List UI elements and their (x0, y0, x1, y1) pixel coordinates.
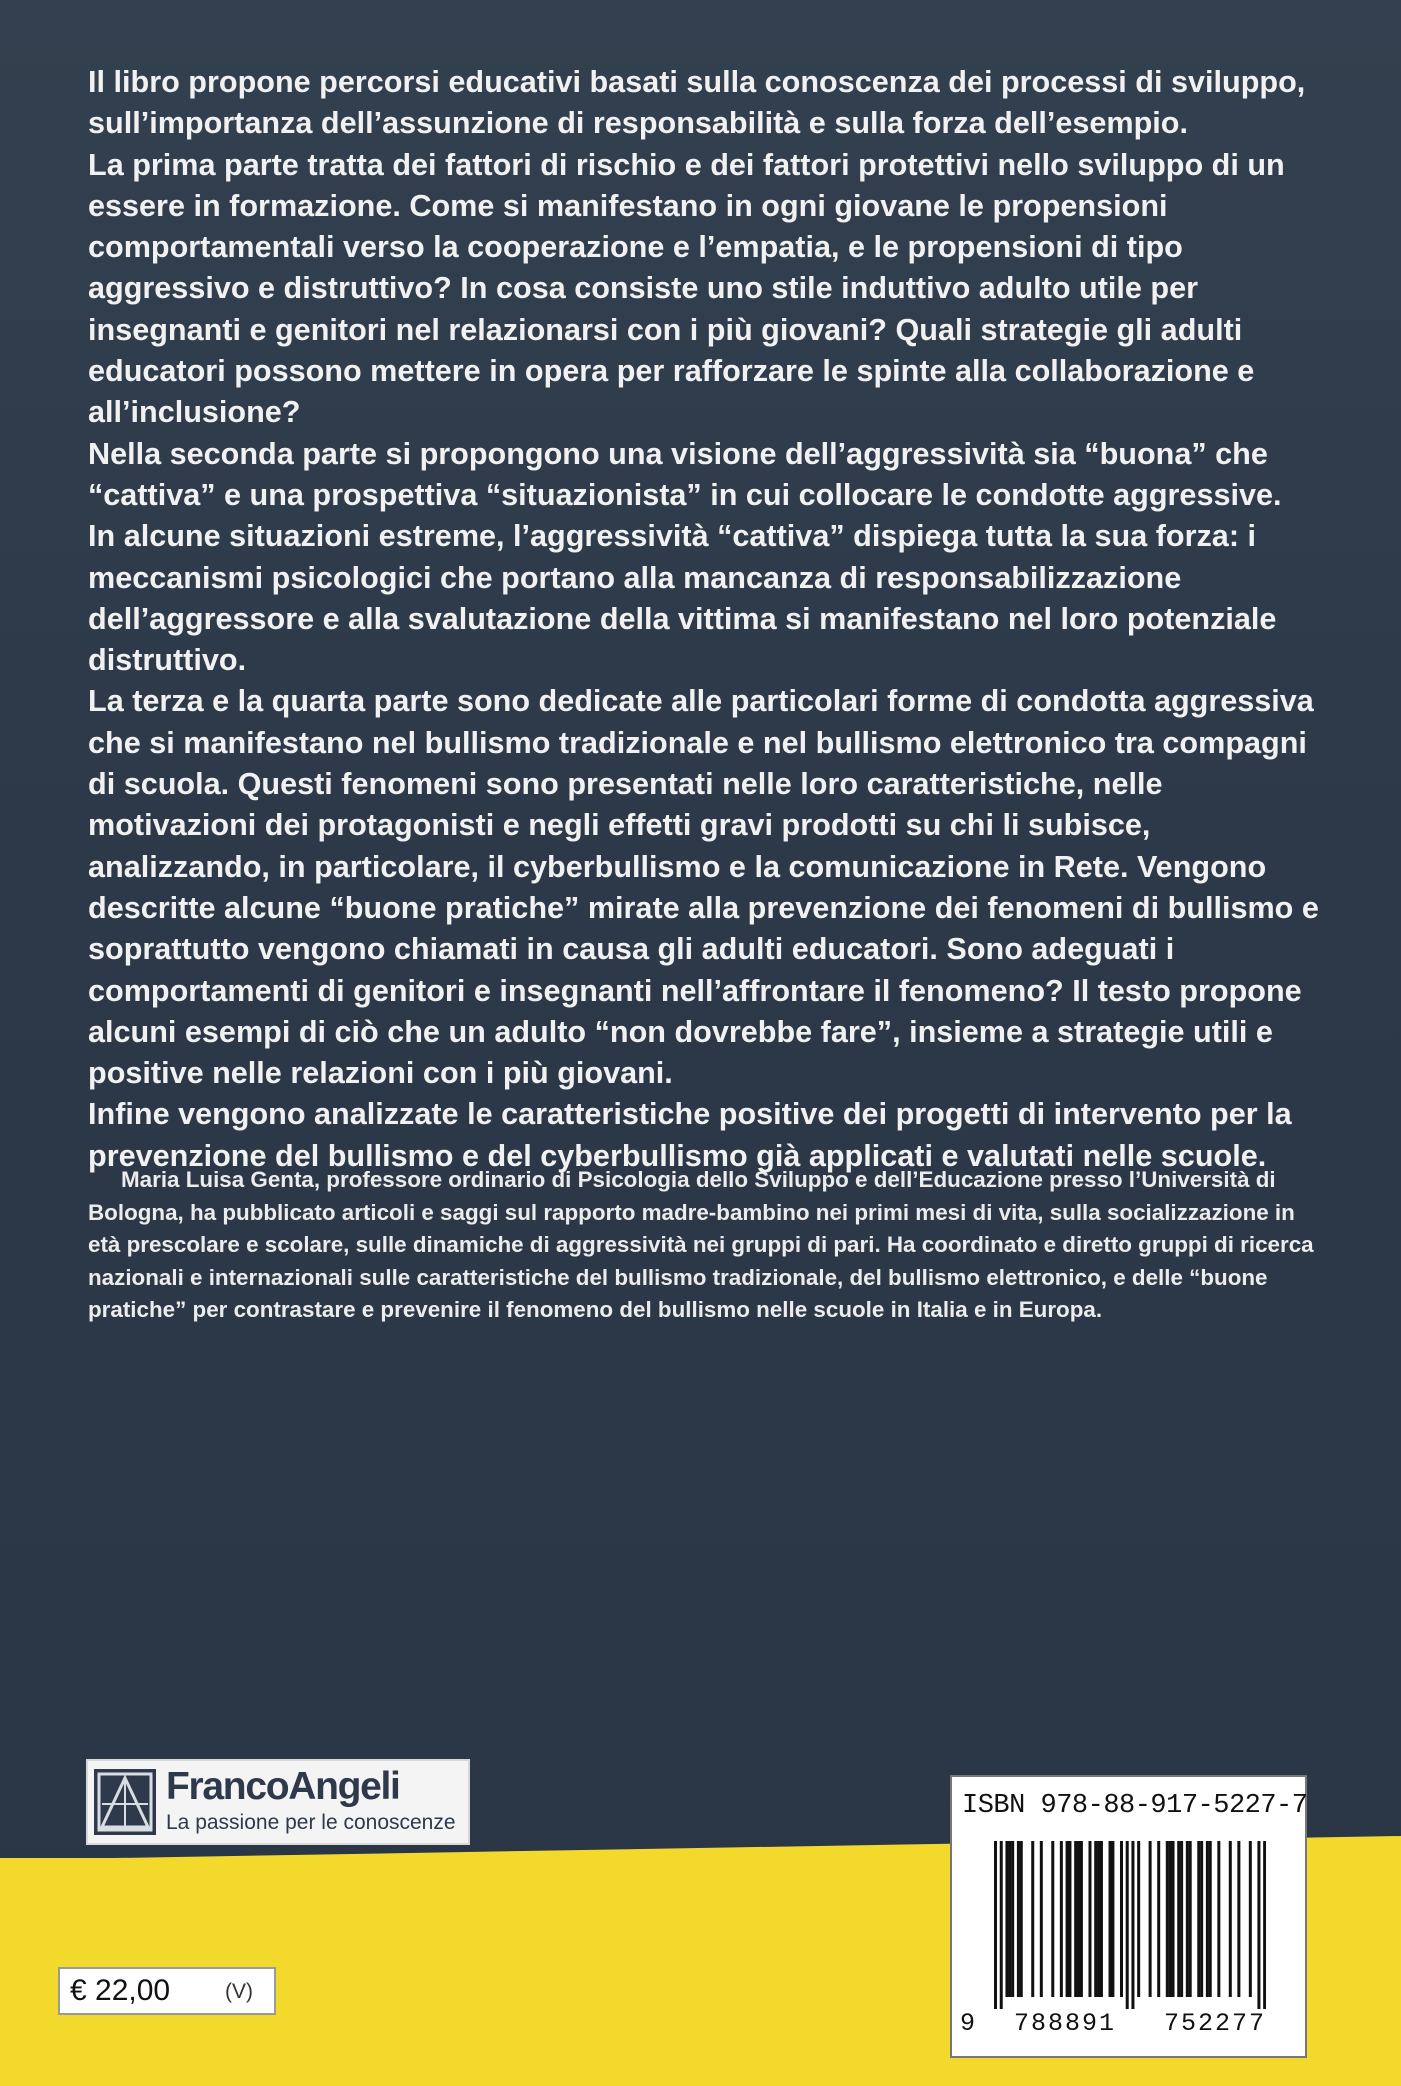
barcode-digit-first: 9 (960, 2009, 976, 2038)
barcode-bar (1051, 1841, 1054, 1997)
barcode-bar (1031, 1841, 1034, 1997)
price-label (58, 1967, 276, 2015)
barcode-bar (1172, 1841, 1175, 1997)
barcode-bar (1131, 1841, 1134, 2009)
price-amount: € 22,00 (70, 1974, 171, 2007)
barcode-bar (1109, 1841, 1112, 1997)
price-vat-note: (V) (225, 1980, 253, 2003)
barcode-digits-right: 752277 (1164, 2009, 1267, 2038)
barcode-bar (1011, 1841, 1014, 1997)
barcode-bar (1017, 1841, 1020, 1997)
barcode-bar (1080, 1841, 1083, 1997)
barcode-icon (994, 1841, 1266, 2009)
barcode-bar (1177, 1841, 1180, 1997)
author-bio-text: Maria Luisa Genta, professore ordinario di Psicologia dello Sviluppo e dell’Educazione presso l’Università di Bologna, ha pubblicato articoli e saggi sul rapporto madre-bambino nei primi mesi di vita, sulla socializzazione in età prescolare e scolare, sulle dinamiche di aggressività nei gruppi di pari. Ha coordinato e diretto gruppi di ricerca nazionali e internazionali sulle caratteristiche del bullismo tradizionale, del bullismo elettronico, e delle “buone pratiche” per contrastare e prevenire il fenomeno del bullismo nelle scuole in Italia e in Europa. (88, 1167, 1314, 1322)
barcode-bar (1060, 1841, 1063, 1997)
isbn-text: ISBN 978-88-917-5227-7 (962, 1791, 1308, 1821)
barcode-bar (1000, 1841, 1003, 2009)
publisher-logo-icon (94, 1769, 156, 1835)
publisher-logo (86, 1759, 470, 1845)
barcode-bar (1126, 1841, 1129, 2009)
barcode-bar (1257, 1841, 1260, 2009)
author-bio (88, 1164, 1323, 1327)
barcode-bar (1169, 1841, 1172, 1997)
barcode-bar (1100, 1841, 1103, 1997)
barcode-bar (1088, 1841, 1091, 1997)
description-text (88, 62, 1328, 1177)
barcode-bar (1189, 1841, 1192, 1997)
barcode-bar (1094, 1841, 1097, 1997)
barcode-bar (1068, 1841, 1071, 1997)
barcode-bar (1066, 1841, 1069, 1997)
barcode-bar (1237, 1841, 1240, 1997)
barcode-bar (1197, 1841, 1200, 1997)
barcode-bar (1008, 1841, 1011, 1997)
publisher-tagline: La passione per le conoscenze (166, 1811, 456, 1834)
barcode-bar (1186, 1841, 1189, 1997)
barcode-bar (994, 1841, 997, 2009)
description-paragraph: La prima parte tratta dei fattori di rischio e dei fattori protettivi nello sviluppo di un essere in formazione. Come si manifestano in ogni giovane le propensioni comportamentali verso la cooperazione e l’empatia, e le propensioni di tipo aggressivo e distruttivo? In cosa consiste uno stile induttivo adulto utile per insegnanti e genitori nel relazionarsi con i più giovani? Quali strategie gli adulti educatori possono mettere in opera per rafforzare le spinte alla collaborazione e all’inclusione? (88, 147, 1285, 430)
barcode-bar (1206, 1841, 1209, 1997)
barcode-bar (1166, 1841, 1169, 1997)
barcode-box (950, 1775, 1307, 2058)
barcode-bar (1137, 1841, 1140, 1997)
barcode-bar (1157, 1841, 1160, 1997)
description-paragraph: La terza e la quarta parte sono dedicate alle particolari forme di condotta aggressiva che si manifestano nel bullismo tradizionale e nel bullismo elettronico tra compagni di scuola. Questi fenomeni sono presentati nelle loro caratteristiche, nelle motivazioni dei protagonisti e negli effetti gravi prodotti su chi li subisce, analizzando, in particolare, il cyberbullismo e la comunicazione in Rete. Vengono descritte alcune “buone pratiche” mirate alla prevenzione dei fenomeni di bullismo e soprattutto vengono chiamati in causa gli adulti educatori. Sono adeguati i comportamenti di genitori e insegnanti nell’affrontare il fenomeno? Il testo propone alcuni esempi di ciò che un adulto “non dovrebbe fare”, insieme a strategie utili e positive nelle relazioni con i più giovani. (88, 684, 1319, 1091)
barcode-bar (1180, 1841, 1183, 1997)
barcode-bar (1040, 1841, 1043, 1997)
barcode-bar (1217, 1841, 1220, 1997)
barcode-bar (1149, 1841, 1152, 1997)
publisher-name: FrancoAngeli (166, 1765, 400, 1808)
barcode-bar (1005, 1841, 1008, 1997)
barcode-bar (1120, 1841, 1123, 1997)
barcode-bar (1020, 1841, 1023, 1997)
barcode-bar (1111, 1841, 1114, 1997)
barcode-bar (1229, 1841, 1232, 1997)
barcode-bar (1209, 1841, 1212, 1997)
barcode-bar (1077, 1841, 1080, 1997)
barcode-bar (1263, 1841, 1266, 2009)
barcode-bar (1249, 1841, 1252, 1997)
barcode-digits-left: 788891 (1014, 2009, 1117, 2038)
barcode-bar (1074, 1841, 1077, 1997)
description-paragraph: Nella seconda parte si propongono una visione dell’aggressività sia “buona” che “cattiva” e una prospettiva “situazionista” in cui collocare le condotte aggressive. (88, 436, 1282, 512)
barcode-bar (1097, 1841, 1100, 1997)
description-paragraph: Il libro propone percorsi educativi basati sulla conoscenza dei processi di sviluppo, sull’importanza dell’assunzione di responsabilità e sulla forza dell’esempio. (88, 65, 1306, 141)
barcode-bar (1200, 1841, 1203, 1997)
description-paragraph: Infine vengono analizzate le caratteristiche positive dei progetti di intervento per la prevenzione del bullismo e del cyberbullismo già applicati e valutati nelle scuole. (88, 1097, 1292, 1173)
description-paragraph: In alcune situazioni estreme, l’aggressività “cattiva” dispiega tutta la sua forza: i meccanismi psicologici che portano alla mancanza di responsabilizzazione dell’aggressore e alla svalutazione della vittima si manifestano nel loro potenziale distruttivo. (88, 519, 1277, 678)
